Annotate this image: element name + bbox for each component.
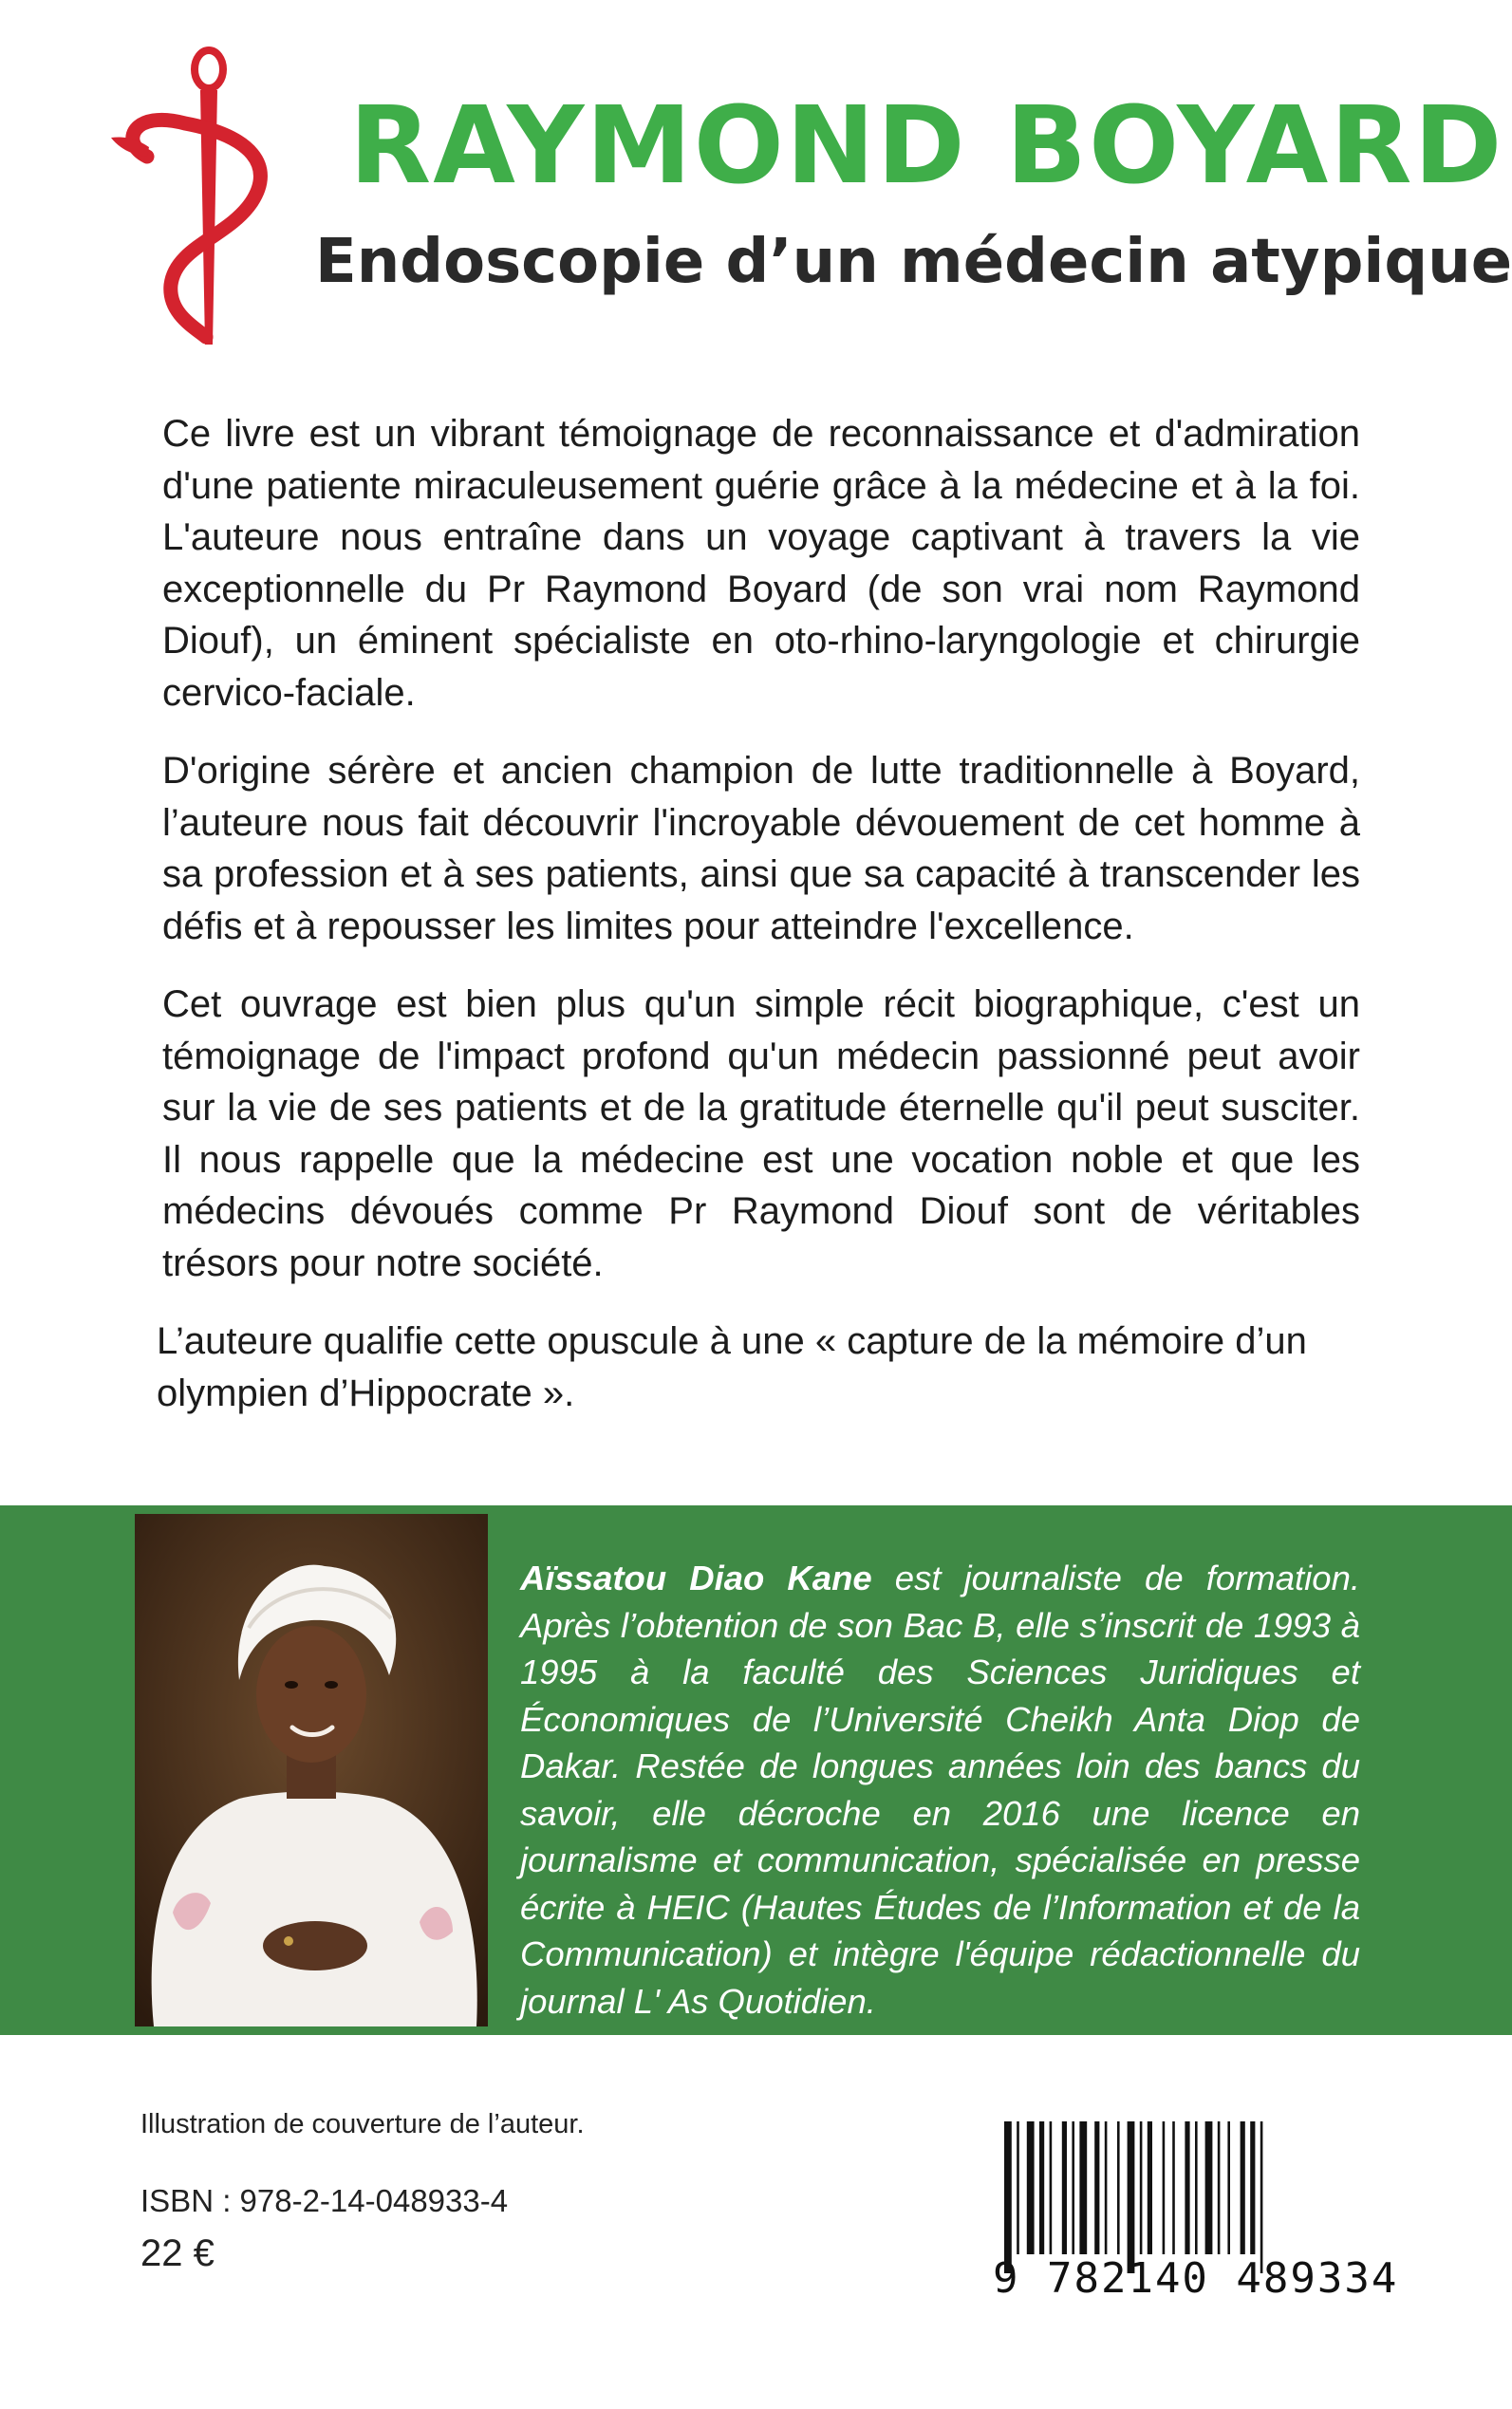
barcode-bar: [1218, 2121, 1221, 2254]
barcode-bar: [1072, 2121, 1074, 2254]
barcode-bar: [1079, 2121, 1087, 2254]
logo-ring: [195, 50, 223, 88]
synopsis: [157, 408, 1360, 1446]
synopsis-paragraph: Ce livre est un vibrant témoignage de reconnaissance et d'admiration d'une patiente miraculeusement guérie grâce à la médecine et à la foi. L'auteure nous entraîne dans un voyage captivant à travers la vie exceptionnelle du Pr Raymond Boyard (de son vrai nom Raymond Diouf), un éminent spécialiste en oto-rhino-laryngologie et chirurgie cervico-faciale.: [162, 413, 1360, 714]
synopsis-paragraph: Cet ouvrage est bien plus qu'un simple récit biographique, c'est un témoignage de l'impact profond qu'un médecin passionné peut avoir sur la vie de ses patients et de la gratitude éternelle qu'il peut susciter. Il nous rappelle que la médecine est une vocation noble et que les médecins dévoués comme Pr Raymond Diouf sont de véritables trésors pour notre société.: [162, 983, 1360, 1284]
barcode-bar: [1140, 2121, 1143, 2254]
barcode-bar: [1017, 2121, 1019, 2254]
synopsis-paragraph: D'origine sérère et ancien champion de lutte traditionnelle à Boyard, l’auteure nous fait découvrir l'incroyable dévouement de cet homme à sa profession et à ses patients, ainsi que sa capacité à transcender les défis et à repousser les limites pour atteindre l'excellence.: [162, 750, 1360, 947]
barcode-bar: [1094, 2121, 1099, 2254]
author-bio: [520, 1555, 1360, 2025]
barcode-number: 9 782140 489334: [993, 2254, 1399, 2303]
book-title: RAYMOND BOYARD: [349, 84, 1504, 208]
barcode-bar: [1004, 2121, 1012, 2273]
barcode-bar: [1105, 2121, 1108, 2254]
book-subtitle: Endoscopie d’un médecin atypique: [315, 227, 1512, 297]
barcode-bar: [1172, 2121, 1175, 2254]
synopsis-paragraph: L’auteure qualifie cette opuscule à une « capture de la mémoire d’un olympien d’Hippocrate ».: [157, 1320, 1307, 1414]
barcode-bar: [1205, 2121, 1213, 2254]
barcode-bar: [1250, 2121, 1255, 2254]
barcode-bar: [1260, 2121, 1263, 2273]
barcode-bar: [1241, 2121, 1245, 2254]
cover-credit: Illustration de couverture de l’auteur.: [140, 2109, 585, 2139]
barcode-bar: [1128, 2121, 1135, 2273]
barcode-bar: [1185, 2121, 1189, 2254]
barcode-bar: [1148, 2121, 1152, 2254]
author-photo: [135, 1514, 488, 2026]
author-bio-text: est journaliste de formation. Après l’obtention de son Bac B, elle s’inscrit de 1993 à 1995 à la faculté des Sciences Juridiques et Économiques de l’Université Cheikh Anta Diop de Dakar. Restée de longues années loin des bancs du savoir, elle décroche en 2016 une licence en journalisme et communication, spécialisée en presse écrite à HEIC (Hautes Études de l’Information et de la Communication) et intègre l'équipe rédactionnelle du journal L' As Quotidien.: [520, 1559, 1361, 2021]
author-name: Aïssatou Diao Kane: [520, 1559, 872, 1597]
barcode-bar: [1062, 2121, 1067, 2254]
price: 22 €: [140, 2232, 215, 2274]
logo-serpent: [133, 120, 261, 337]
barcode-bar: [1163, 2121, 1166, 2254]
caduceus-logo-icon: [109, 43, 299, 356]
barcode-bar: [1039, 2121, 1044, 2254]
barcode-bar: [1027, 2121, 1035, 2254]
logo-serpent-head: [111, 137, 149, 157]
barcode-bar: [1117, 2121, 1120, 2254]
barcode-bar: [1195, 2121, 1198, 2254]
barcode-bar: [1050, 2121, 1053, 2254]
barcode-bar: [1227, 2121, 1230, 2254]
isbn: ISBN : 978-2-14-048933-4: [140, 2183, 509, 2218]
